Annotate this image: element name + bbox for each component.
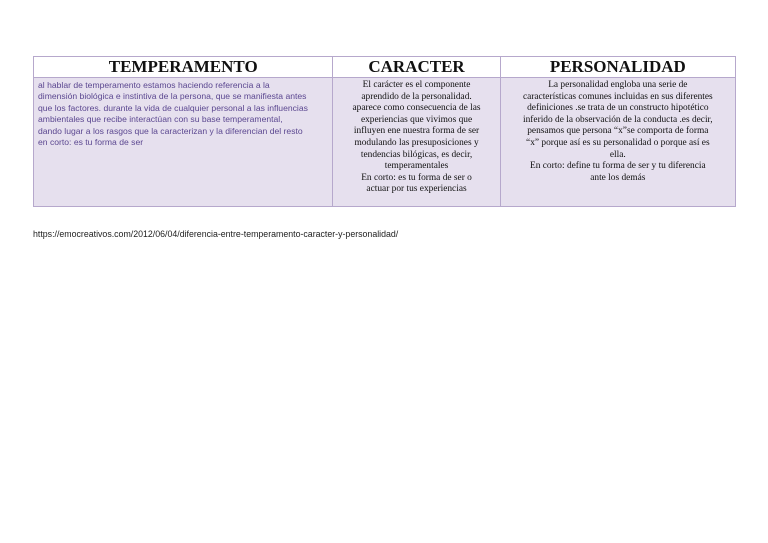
table-row [34, 78, 736, 207]
source-url[interactable]: https://emocreativos.com/2012/06/04/diferencia-entre-temperamento-caracter-y-personalidad/ [33, 229, 399, 239]
header-temperamento: TEMPERAMENTO [34, 57, 333, 78]
temperamento-text: al hablar de temperamento estamos haciendo referencia a la dimensión biológica e instintiva de la persona, que se manifiesta antes que los factores. durante la vida de cualquier personal a las influencias ambientales que recibe interactúan con su base temperamental, dando lugar a los rasgos que la caracterizan y la diferencian del resto en corto: es tu forma de ser [38, 80, 308, 148]
caracter-text: El carácter es el componente aprendido de la personalidad. aparece como consecuencia de las experiencias que vivimos que influyen ene nuestra forma de ser modulando las presuposiciones y tendencias bilógicas, es decir, temperamentales En corto: es tu forma de ser o actuar por tus experiencias [352, 80, 481, 195]
header-personalidad: PERSONALIDAD [500, 57, 735, 78]
header-caracter: CARACTER [333, 57, 500, 78]
personalidad-text: La personalidad engloba una serie de características comunes incluidas en sus diferentes definiciones .se trata de un constructo hipotético inferido de la observación de la conducta .es decir, pensamos que persona “x”se comporta de forma “x” porque así es su personalidad o porque así es ella. En corto: define tu forma de ser y tu diferencia ante los demás [522, 80, 713, 183]
table-header-row [34, 57, 736, 78]
cell-caracter [333, 78, 500, 207]
cell-personalidad [500, 78, 735, 207]
comparison-table [33, 56, 736, 207]
cell-temperamento [34, 78, 333, 207]
